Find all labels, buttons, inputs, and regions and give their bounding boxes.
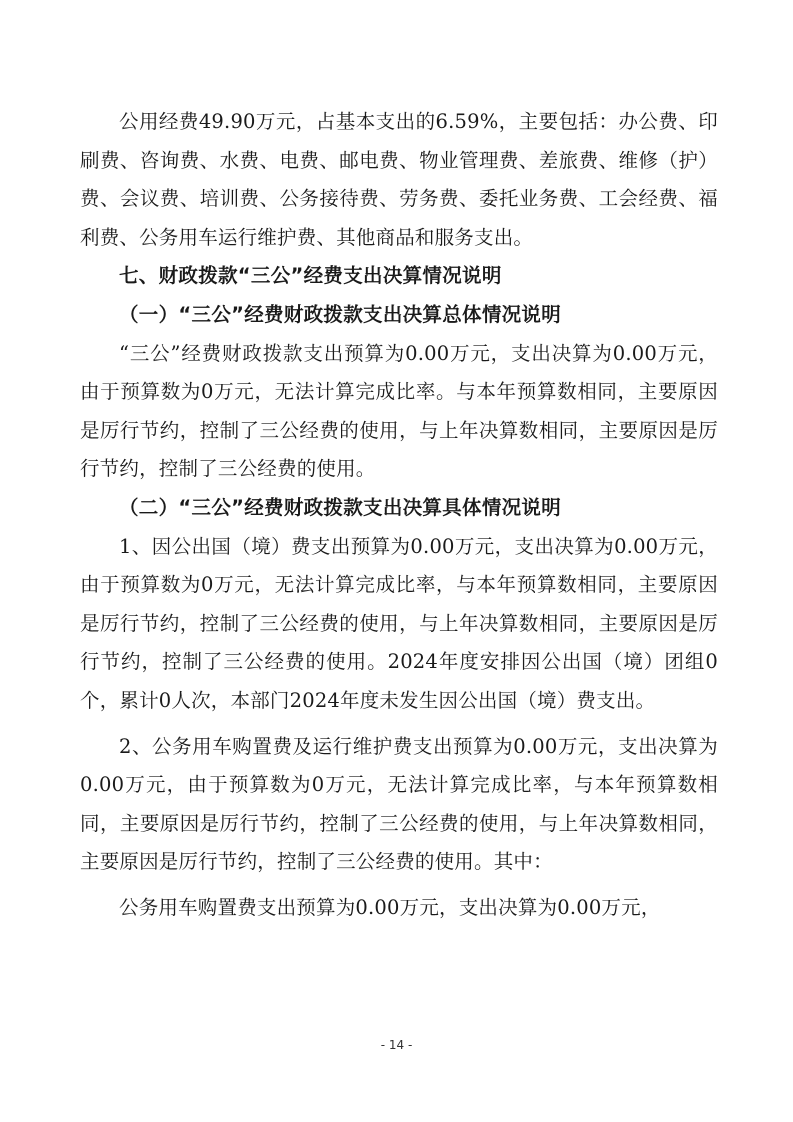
- paragraph-gap: [80, 882, 718, 889]
- paragraph-gap: [80, 721, 718, 728]
- subsection-heading-overall: （一）“三公”经费财政拨款支出决算总体情况说明: [119, 302, 562, 326]
- paragraph-official-vehicle: 2、公务用车购置费及运行维护费支出预算为0.00万元，支出决算为0.00万元，由于预算数为0万元，无法计算完成比率，与本年预算数相同，主要原因是厉行节约，控制了三公经费的使用，与上年决算数相同，主要原因是厉行节约，控制了三公经费的使用。其中：: [80, 734, 718, 874]
- section-heading-seven: 七、财政拨款“三公”经费支出决算情况说明: [119, 264, 502, 288]
- paragraph-public-funds: 公用经费49.90万元，占基本支出的6.59%，主要包括：办公费、印刷费、咨询费、水费、电费、邮电费、物业管理费、差旅费、维修（护）费、会议费、培训费、公务接待费、劳务费、委托业务费、工会经费、福利费、公务用车运行维护费、其他商品和服务支出。: [80, 110, 718, 249]
- subsection-heading-detail: （二）“三公”经费财政拨款支出决算具体情况说明: [119, 495, 562, 519]
- paragraph-overall-explanation: “三公”经费财政拨款支出预算为0.00万元，支出决算为0.00万元，由于预算数为0万元，无法计算完成比率。与本年预算数相同，主要原因是厉行节约，控制了三公经费的使用，与上年决算数相同，主要原因是厉行节约，控制了三公经费的使用。: [80, 341, 718, 481]
- page-number: - 14 -: [380, 1038, 413, 1052]
- paragraph-overseas-travel: 1、因公出国（境）费支出预算为0.00万元，支出决算为0.00万元，由于预算数为0万元，无法计算完成比率，与本年预算数相同，主要原因是厉行节约，控制了三公经费的使用，与上年决算数相同，主要原因是厉行节约，控制了三公经费的使用。2024年度安排因公出国（境）团组0个，累计0人次，本部门2024年度未发生因公出国（境）费支出。: [80, 534, 718, 712]
- document-body: [80, 103, 718, 927]
- paragraph-vehicle-purchase: 公务用车购置费支出预算为0.00万元，支出决算为0.00万元，: [119, 895, 661, 919]
